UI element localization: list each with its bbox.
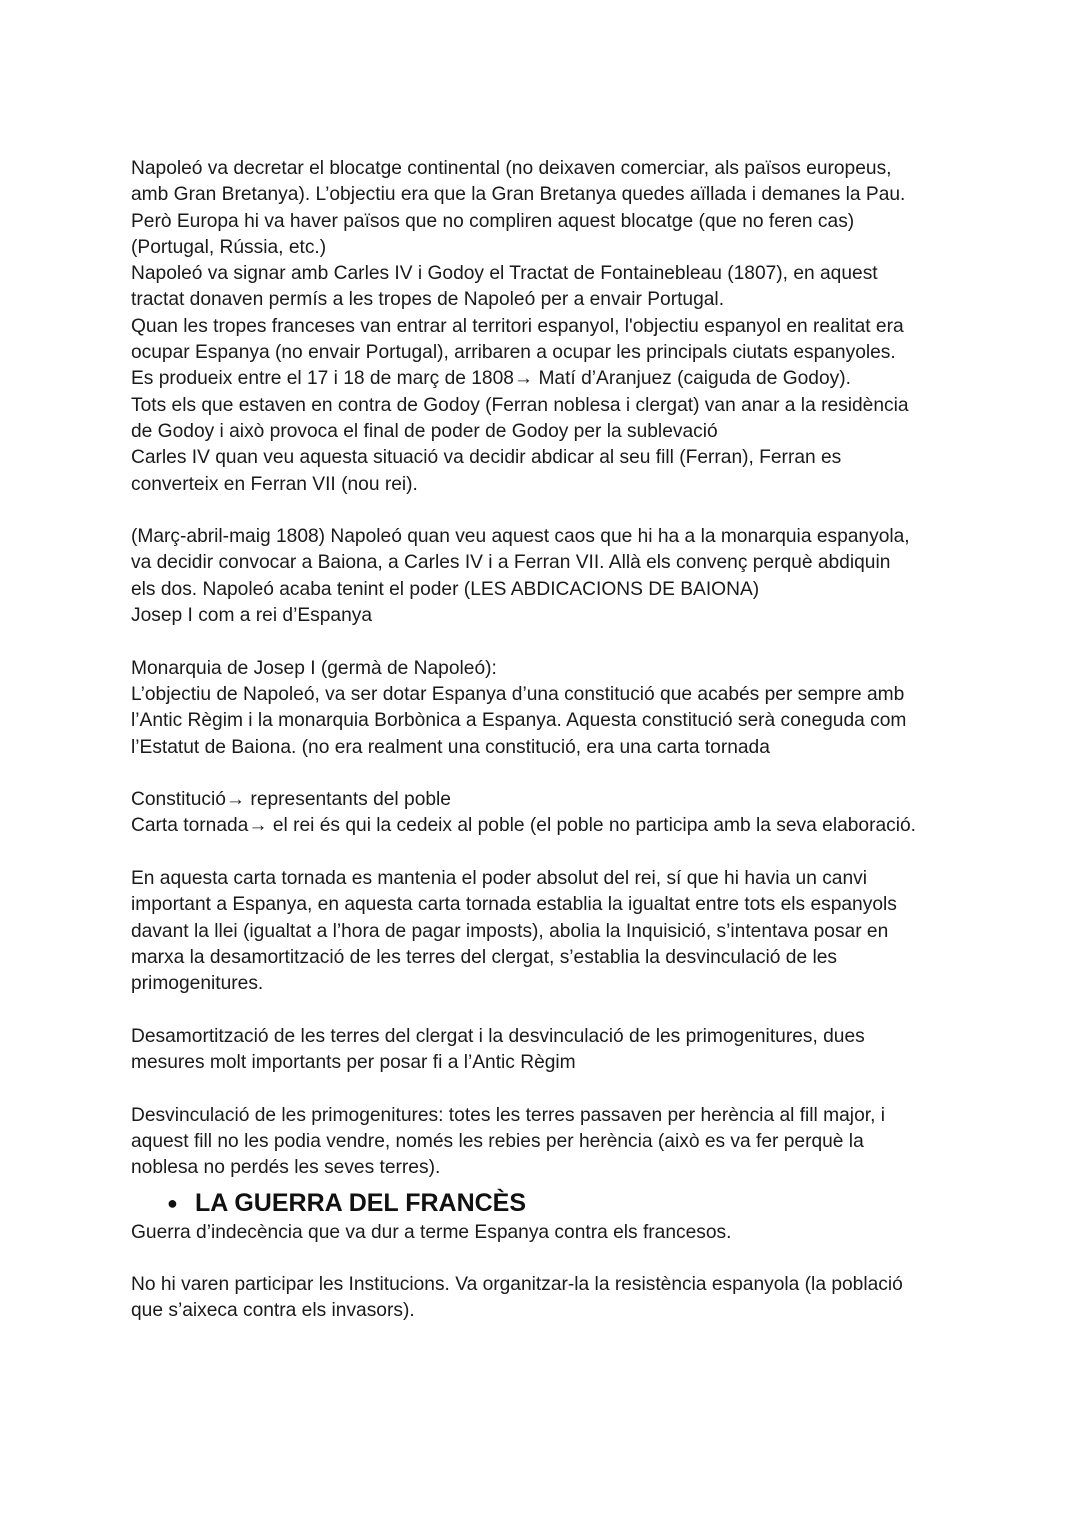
text-line: ocupar Espanya (no envair Portugal), arribaren a ocupar les principals ciutats espanyoles.	[131, 342, 896, 364]
paragraph-primogenitures	[131, 1103, 961, 1182]
paragraph-spacer	[131, 1076, 961, 1102]
paragraph-spacer	[131, 629, 961, 655]
text-line: els dos. Napoleó acaba tenint el poder (LES ABDICACIONS DE BAIONA)	[131, 578, 760, 600]
paragraph-spacer	[131, 1246, 961, 1272]
bullet-icon: ●	[167, 1192, 178, 1213]
document-page	[131, 156, 961, 1325]
text-line: aquest fill no les podia vendre, només les rebies per herència (això es va fer perquè la	[131, 1130, 864, 1152]
text-line: (Març-abril-maig 1808) Napoleó quan veu aquest caos que hi ha a la monarquia espanyola,	[131, 526, 910, 548]
text-line: Desvinculació de les primogenitures: totes les terres passaven per herència al fill major, i	[131, 1104, 885, 1126]
paragraph-bayonne-abdications	[131, 524, 961, 629]
text-line: Napoleó va signar amb Carles IV i Godoy el Tractat de Fontainebleau (1807), en aquest	[131, 263, 878, 285]
text-line: L’objectiu de Napoleó, va ser dotar Espanya d’una constitució que acabés per sempre amb	[131, 683, 905, 705]
paragraph-war-definition	[131, 1220, 961, 1246]
text-line: l’Estatut de Baiona. (no era realment una constitució, era una carta tornada	[131, 736, 770, 758]
paragraph-josep-monarchy	[131, 656, 961, 761]
text-line: No hi varen participar les Institucions. Va organitzar-la la resistència espanyola (la població	[131, 1274, 903, 1296]
text-line: Constitució→ representants del poble	[131, 789, 451, 811]
text-line: Quan les tropes franceses van entrar al territori espanyol, l'objectiu espanyol en realitat era	[131, 315, 904, 337]
text-line: Es produeix entre el 17 i 18 de març de 1808→ Matí d’Aranjuez (caiguda de Godoy).	[131, 368, 851, 390]
paragraph-spacer	[131, 998, 961, 1024]
paragraph-spacer	[131, 840, 961, 866]
text-line: amb Gran Bretanya). L’objectiu era que la Gran Bretanya quedes aïllada i demanes la Pau.	[131, 184, 906, 206]
text-line: va decidir convocar a Baiona, a Carles IV i a Ferran VII. Allà els convenç perquè abdiquin	[131, 552, 891, 574]
text-line: Carta tornada→ el rei és qui la cedeix al poble (el poble no participa amb la seva elaboració.	[131, 815, 917, 837]
paragraph-spacer	[131, 761, 961, 787]
text-line: marxa la desamortització de les terres del clergat, s’establia la desvinculació de les	[131, 946, 838, 968]
text-line: Napoleó va decretar el blocatge continental (no deixaven comerciar, als països europeus,	[131, 158, 892, 179]
text-line: primogenitures.	[131, 973, 264, 995]
text-line: mesures molt importants per posar fi a l’Antic Règim	[131, 1052, 576, 1074]
text-line: Guerra d’indecència que va dur a terme Espanya contra els francesos.	[131, 1221, 732, 1243]
text-line: Tots els que estaven en contra de Godoy (Ferran noblesa i clergat) van anar a la residència	[131, 394, 909, 416]
text-line: Desamortització de les terres del clergat i la desvinculació de les primogenitures, dues	[131, 1025, 865, 1047]
text-line: converteix en Ferran VII (nou rei).	[131, 473, 418, 495]
text-line: davant la llei (igualtat a l’hora de pagar imposts), abolia la Inquisició, s’intentava posar en	[131, 920, 889, 942]
text-line: de Godoy i això provoca el final de poder de Godoy per la sublevació	[131, 420, 718, 442]
paragraph-definitions	[131, 787, 961, 840]
text-line: important a Espanya, en aquesta carta tornada establia la igualtat entre tots els espanyols	[131, 894, 897, 916]
section-heading	[131, 1186, 961, 1220]
text-line: En aquesta carta tornada es mantenia el poder absolut del rei, sí que hi havia un canvi	[131, 868, 867, 890]
text-line: Josep I com a rei d’Espanya	[131, 605, 373, 627]
text-line: tractat donaven permís a les tropes de Napoleó per a envair Portugal.	[131, 289, 725, 311]
text-line: noblesa no perdés les seves terres).	[131, 1157, 441, 1179]
paragraph-continental-blockade	[131, 156, 961, 498]
section-title: LA GUERRA DEL FRANCÈS	[195, 1188, 527, 1217]
text-line: (Portugal, Rússia, etc.)	[131, 236, 327, 258]
text-line: Monarquia de Josep I (germà de Napoleó):	[131, 657, 497, 679]
paragraph-measures	[131, 1024, 961, 1077]
text-line: Carles IV quan veu aquesta situació va decidir abdicar al seu fill (Ferran), Ferran es	[131, 447, 842, 469]
paragraph-carta-tornada	[131, 866, 961, 997]
paragraph-resistance	[131, 1272, 961, 1325]
text-line: Però Europa hi va haver països que no compliren aquest blocatge (que no feren cas)	[131, 210, 855, 232]
text-line: l’Antic Règim i la monarquia Borbònica a Espanya. Aquesta constitució serà coneguda com	[131, 710, 907, 732]
paragraph-spacer	[131, 498, 961, 524]
text-line: que s’aixeca contra els invasors).	[131, 1300, 415, 1322]
